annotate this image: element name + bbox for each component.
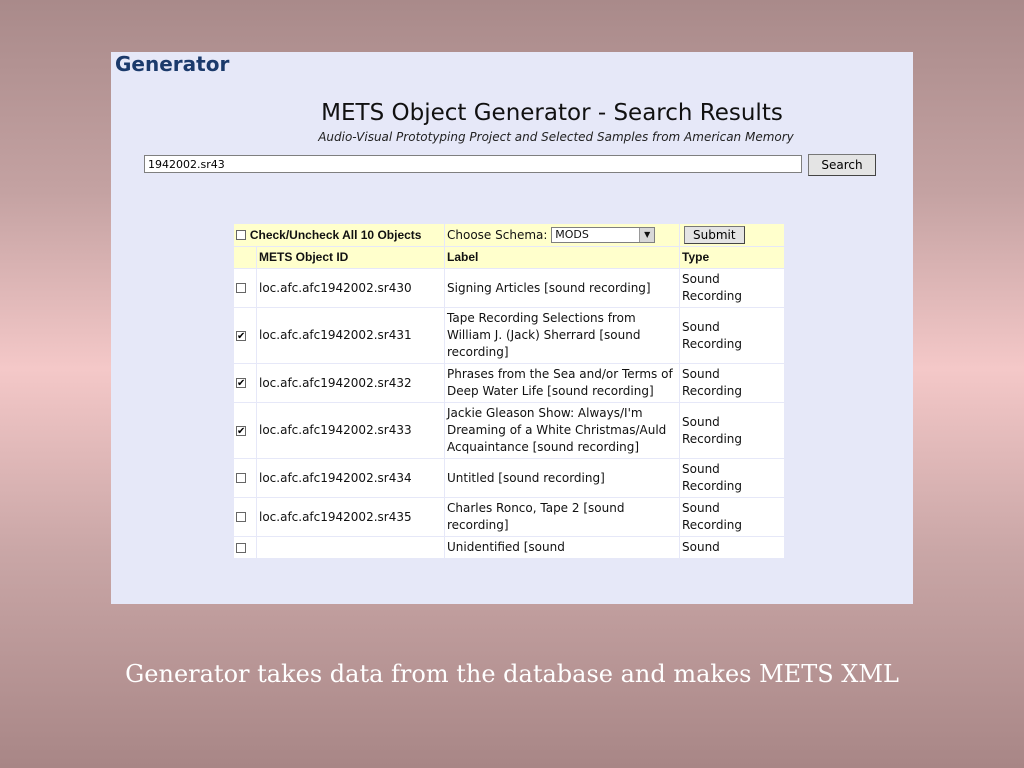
row-checkbox[interactable] xyxy=(236,473,246,483)
row-checkbox[interactable] xyxy=(236,283,246,293)
mets-object-id: loc.afc.afc1942002.sr433 xyxy=(257,403,445,459)
column-header-id: METS Object ID xyxy=(257,247,445,269)
row-checkbox-cell xyxy=(234,269,257,308)
object-label: Charles Ronco, Tape 2 [sound recording] xyxy=(445,498,680,537)
object-label: Tape Recording Selections from William J. (Jack) Sherrard [sound recording] xyxy=(445,308,680,364)
page-title: METS Object Generator - Search Results xyxy=(321,100,783,126)
table-row xyxy=(234,459,785,498)
row-checkbox-cell xyxy=(234,459,257,498)
table-toolbar-row xyxy=(234,224,785,247)
row-checkbox[interactable] xyxy=(236,543,246,553)
check-all-label: Check/Uncheck All 10 Objects xyxy=(249,227,422,242)
row-checkbox-cell xyxy=(234,403,257,459)
row-checkbox[interactable] xyxy=(236,426,246,436)
browser-screenshot xyxy=(111,52,913,604)
object-type: Sound Recording xyxy=(680,269,785,308)
brand-logo: Generator xyxy=(115,52,230,76)
object-type: Sound Recording xyxy=(680,403,785,459)
table-row xyxy=(234,403,785,459)
schema-label: Choose Schema: xyxy=(447,227,548,242)
row-checkbox-cell xyxy=(234,537,257,559)
object-label: Phrases from the Sea and/or Terms of Deep Water Life [sound recording] xyxy=(445,364,680,403)
row-checkbox[interactable] xyxy=(236,512,246,522)
search-input[interactable] xyxy=(144,155,802,173)
row-checkbox-cell xyxy=(234,498,257,537)
object-type: Sound xyxy=(680,537,785,559)
object-label: Unidentified [sound xyxy=(445,537,680,559)
results-table xyxy=(233,223,785,559)
object-label: Jackie Gleason Show: Always/I'm Dreaming of a White Christmas/Auld Acquaintance [sound recording] xyxy=(445,403,680,459)
object-label: Untitled [sound recording] xyxy=(445,459,680,498)
mets-object-id xyxy=(257,537,445,559)
schema-selected-value: MODS xyxy=(555,228,589,241)
schema-cell xyxy=(445,224,680,247)
table-row xyxy=(234,364,785,403)
check-all-cell xyxy=(234,224,445,247)
object-type: Sound Recording xyxy=(680,459,785,498)
chevron-down-icon[interactable]: ▼ xyxy=(639,228,654,242)
header-checkbox-spacer xyxy=(234,247,257,269)
submit-cell xyxy=(680,224,785,247)
object-type: Sound Recording xyxy=(680,498,785,537)
table-row xyxy=(234,308,785,364)
table-row xyxy=(234,537,785,559)
submit-button[interactable]: Submit xyxy=(684,226,745,244)
object-type: Sound Recording xyxy=(680,308,785,364)
table-row xyxy=(234,498,785,537)
mets-object-id: loc.afc.afc1942002.sr432 xyxy=(257,364,445,403)
slide-caption: Generator takes data from the database and makes METS XML xyxy=(125,660,899,688)
mets-object-id: loc.afc.afc1942002.sr430 xyxy=(257,269,445,308)
row-checkbox-cell xyxy=(234,364,257,403)
search-button[interactable]: Search xyxy=(808,154,876,176)
column-header-row xyxy=(234,247,785,269)
column-header-type: Type xyxy=(680,247,785,269)
object-label: Signing Articles [sound recording] xyxy=(445,269,680,308)
check-all-checkbox[interactable] xyxy=(236,230,246,240)
mets-object-id: loc.afc.afc1942002.sr434 xyxy=(257,459,445,498)
results-body xyxy=(234,269,785,559)
schema-select[interactable] xyxy=(551,227,655,243)
page-subtitle: Audio-Visual Prototyping Project and Selected Samples from American Memory xyxy=(318,130,794,144)
row-checkbox[interactable] xyxy=(236,331,246,341)
mets-object-id: loc.afc.afc1942002.sr431 xyxy=(257,308,445,364)
mets-object-id: loc.afc.afc1942002.sr435 xyxy=(257,498,445,537)
object-type: Sound Recording xyxy=(680,364,785,403)
row-checkbox[interactable] xyxy=(236,378,246,388)
table-row xyxy=(234,269,785,308)
column-header-label: Label xyxy=(445,247,680,269)
row-checkbox-cell xyxy=(234,308,257,364)
